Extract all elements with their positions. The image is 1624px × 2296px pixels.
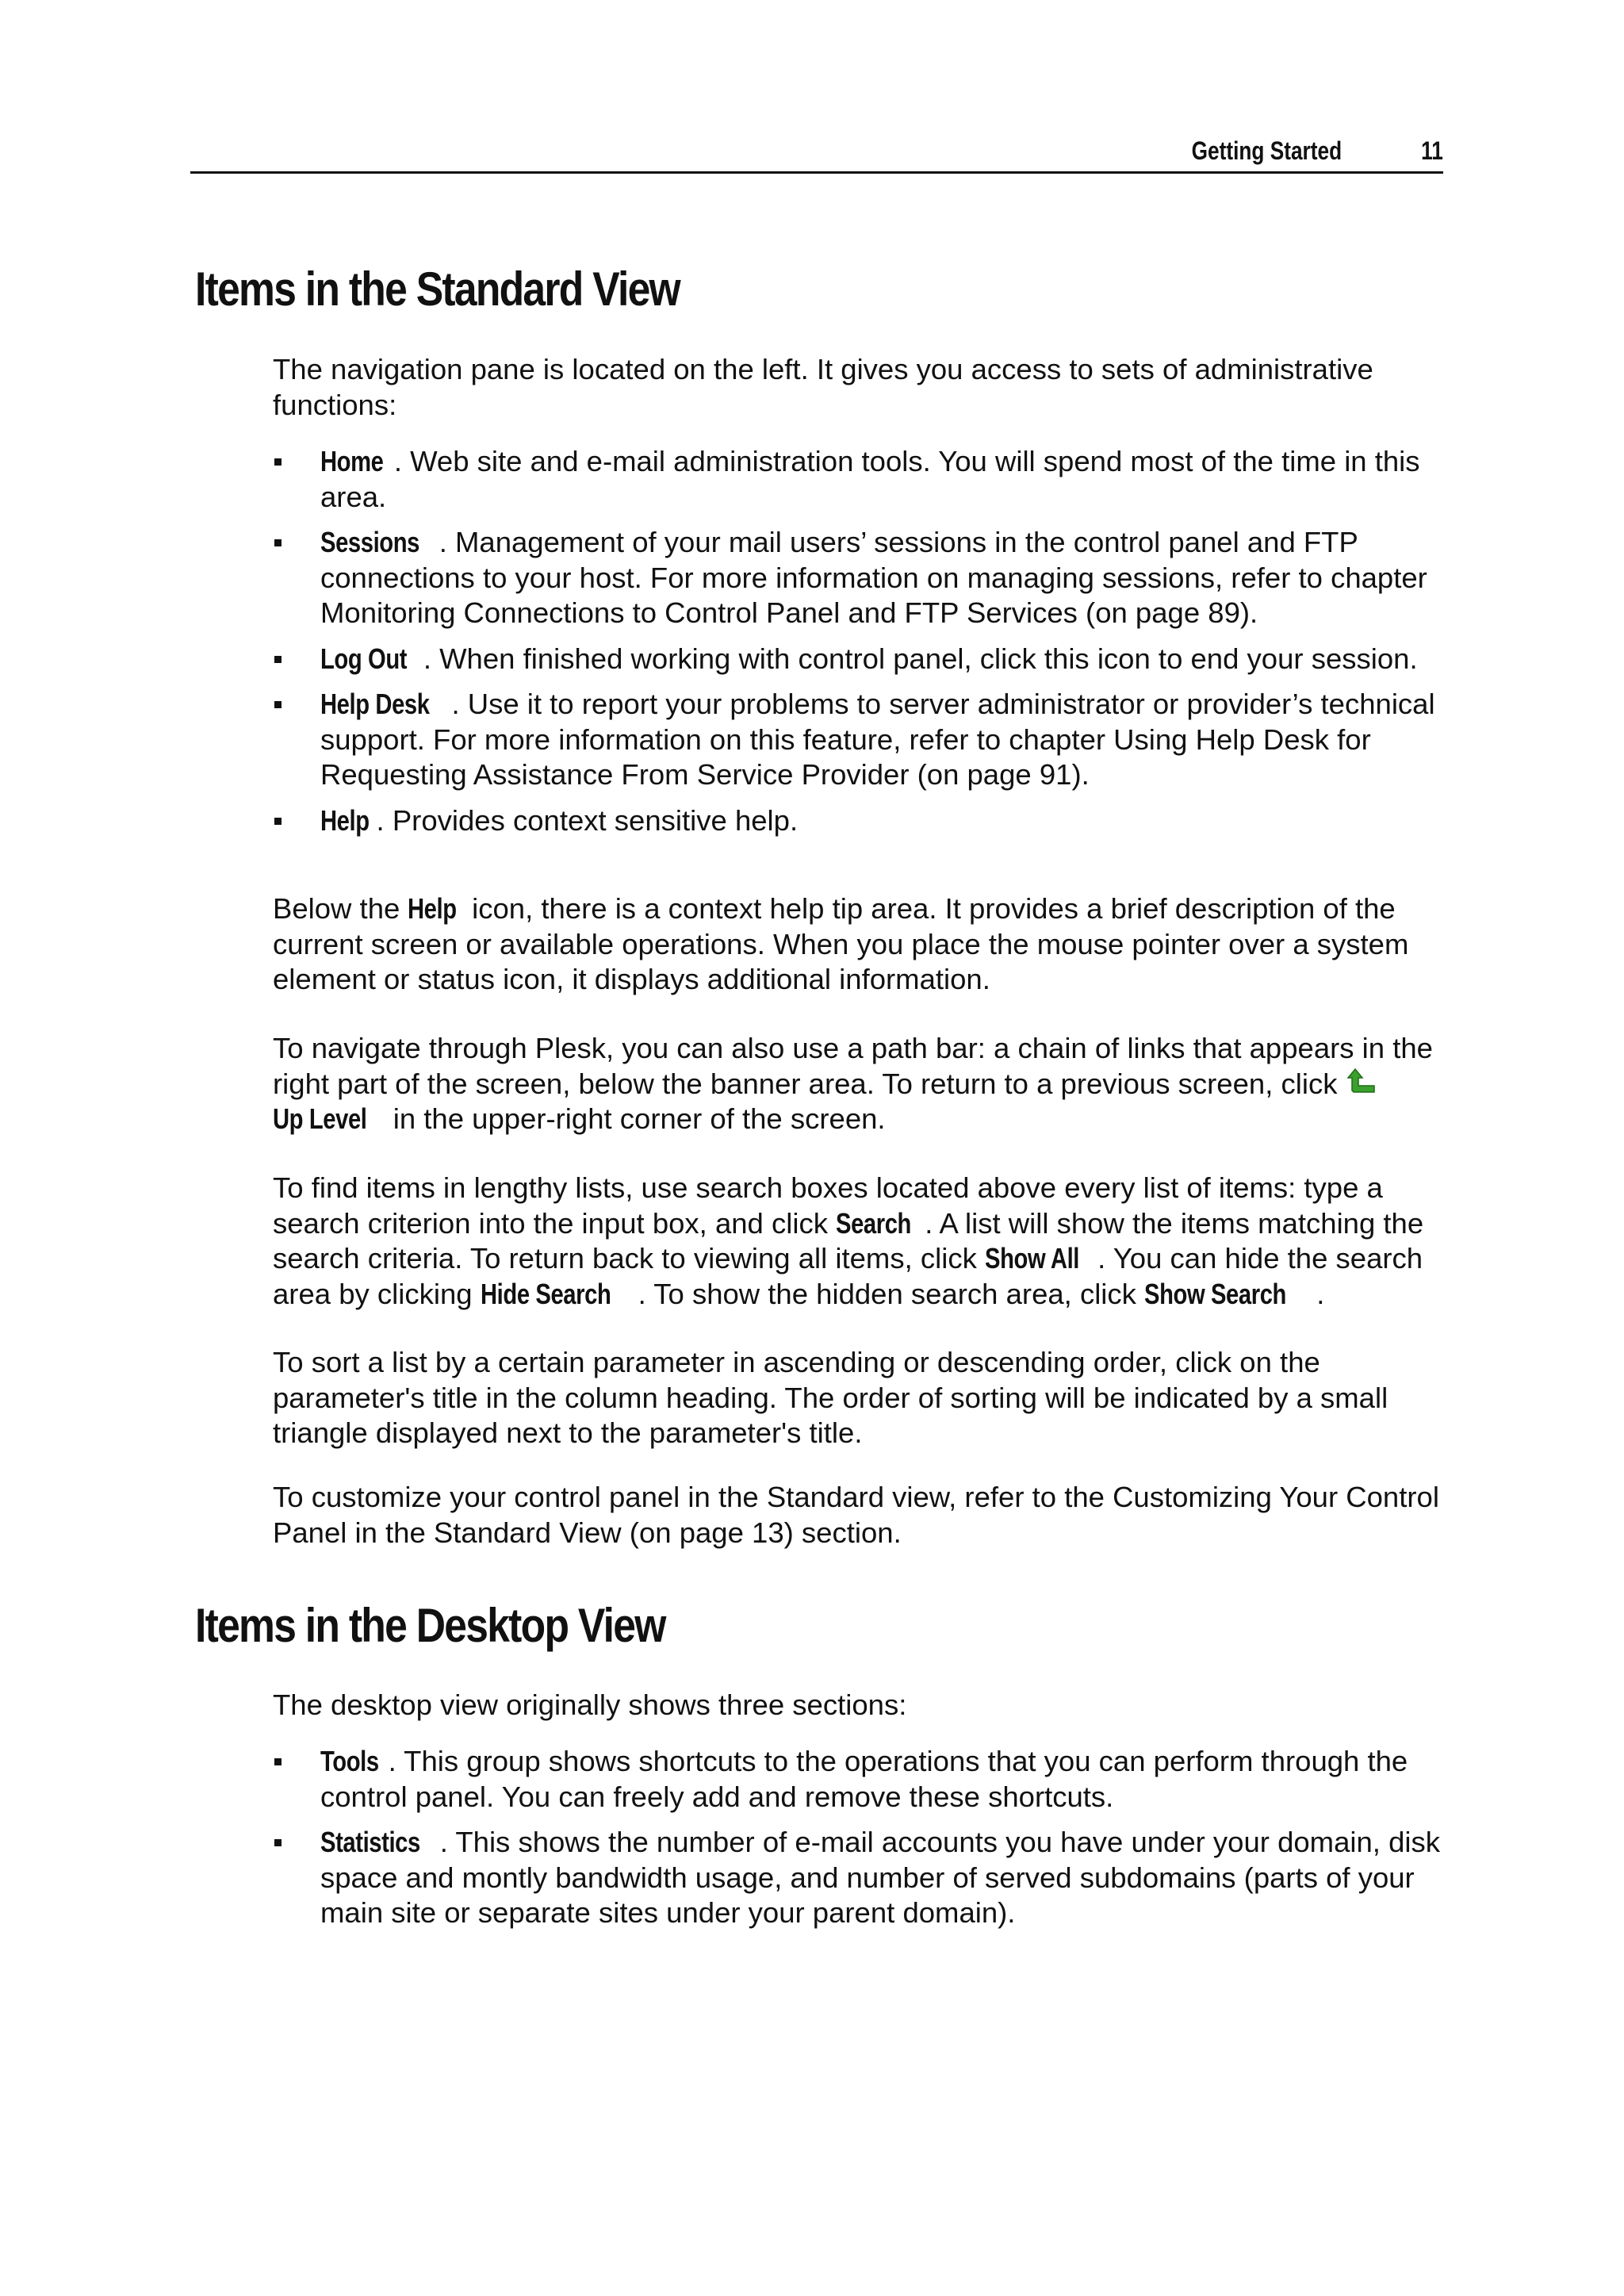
path-bar-paragraph: To navigate through Plesk, you can also use a path bar: a chain of links that appears in the right part of the screen, below the banner area. To return to a previous screen, click Up Level in the upper-right corner of the screen. [273,1031,1446,1137]
list-item-statistics [273,1825,1446,1931]
item-desc: . Use it to report your problems to server administrator or provider’s technical support. For more information on this feature, refer to chapter Using Help Desk for Requesting Assistance From Service Provider (on page 91). [320,688,1435,791]
header-page-number: 11 [1421,136,1443,165]
term-sessions: Sessions [320,526,420,558]
term-help-desk: Help Desk [320,688,430,720]
standard-view-title: Items in the Standard View [195,263,680,316]
term-statistics: Statistics [320,1826,420,1858]
term-up-level: Up Level [273,1102,367,1135]
term-hide-search: Hide Search [480,1277,611,1310]
search-paragraph: To find items in lengthy lists, use search boxes located above every list of items: type a search criterion into the input box, and click Search . A list will show the items matching the search criteria. To return back to viewing all items, click Show All . You can hide the search area by clicking Hide Search . To show the hidden search area, click Show Search . [273,1171,1446,1312]
item-desc: . Management of your mail users’ sessions in the control panel and FTP connections to your host. For more information on managing sessions, refer to chapter Monitoring Connections to Control Panel and FTP Services (on page 89). [320,526,1427,629]
term-help: Help [320,803,370,837]
desktop-view-list [273,1744,1446,1941]
desktop-view-intro: The desktop view originally shows three sections: [273,1688,907,1721]
term-search: Search [836,1206,912,1240]
term-tools: Tools [320,1745,379,1777]
item-desc: . Provides context sensitive help. [376,803,799,837]
header-section-name: Getting Started [1191,136,1342,165]
term-show-all: Show All [984,1242,1079,1274]
item-desc: . When finished working with control panel, click this icon to end your session. [423,642,1418,675]
list-item-help [273,803,1446,839]
item-desc: . Web site and e-mail administration tools. You will spend most of the time in this area. [320,445,1420,513]
term-show-search: Show Search [1144,1277,1287,1310]
customize-paragraph: To customize your control panel in the Standard view, refer to the Customizing Your Control Panel in the Standard View (on page 13) section. [273,1481,1439,1549]
list-item-home [273,444,1446,515]
list-item-help-desk [273,687,1446,793]
sort-paragraph: To sort a list by a certain parameter in ascending or descending order, click on the parameter's title in the column heading. The order of sorting will be indicated by a small triangle displayed next to the parameter's title. [273,1346,1388,1449]
list-item-sessions [273,525,1446,631]
desktop-view-title: Items in the Desktop View [195,1599,665,1652]
list-item-tools [273,1744,1446,1815]
standard-view-intro: The navigation pane is located on the left. It gives you access to sets of administrative functions: [273,353,1373,421]
list-item-logout [273,642,1446,677]
term-home: Home [320,445,384,477]
help-paragraph: Below the Help icon, there is a context help tip area. It provides a brief description of the current screen or available operations. When you place the mouse pointer over a system element or status icon, it displays additional information. [273,892,1409,995]
item-desc: . This shows the number of e-mail accounts you have under your domain, disk space and montly bandwidth usage, and number of served subdomains (parts of your main site or separate sites under your parent domain). [320,1826,1440,1929]
up-level-icon [1346,1067,1377,1098]
standard-view-list [273,444,1446,849]
running-header [190,132,1443,174]
term-help-inline: Help [408,892,458,925]
item-desc: . This group shows shortcuts to the operations that you can perform through the control panel. You can freely add and remove these shortcuts. [320,1745,1408,1813]
term-log-out: Log Out [320,642,408,675]
